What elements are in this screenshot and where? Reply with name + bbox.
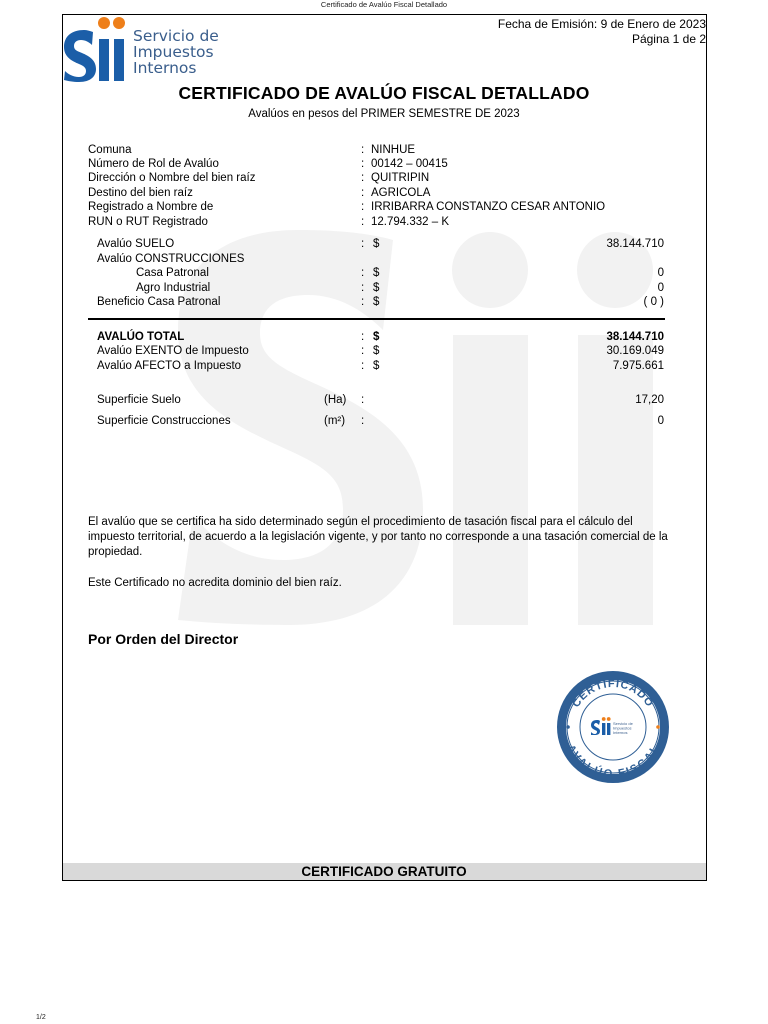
footer-banner-text: CERTIFICADO GRATUITO (301, 864, 467, 879)
colon: : (361, 267, 365, 279)
superficie-construcciones-value: 0 (657, 415, 664, 427)
property-value-direccion: QUITRIPIN (371, 172, 430, 184)
property-value-destino: AGRICOLA (371, 187, 431, 199)
superficie-construcciones-unit: (m²) (324, 415, 346, 427)
document-title: CERTIFICADO DE AVALÚO FISCAL DETALLADO (178, 83, 590, 103)
colon: : (361, 187, 365, 199)
avaluo-total-value: 38.144.710 (606, 331, 664, 343)
property-value-comuna: NINHUE (371, 144, 416, 156)
stamp-inner-line-2: Impuestos (613, 725, 632, 731)
property-label-run: RUN o RUT Registrado (88, 216, 208, 228)
superficie-suelo-label: Superficie Suelo (97, 394, 181, 406)
dollar-sign: $ (373, 238, 380, 250)
sii-logo-icon (62, 14, 130, 84)
avaluo-total-label: AVALÚO TOTAL (97, 331, 185, 343)
colon: : (361, 360, 365, 372)
superficie-suelo-value: 17,20 (635, 394, 664, 406)
browser-title: Certificado de Avalúo Fiscal Detallado (320, 0, 448, 9)
colon: : (361, 238, 365, 250)
colon: : (361, 331, 365, 343)
property-label-direccion: Dirección o Nombre del bien raíz (88, 172, 256, 184)
page-indicator: Página 1 de 2 (631, 32, 706, 46)
dollar-sign: $ (373, 331, 380, 343)
property-label-comuna: Comuna (88, 144, 132, 156)
issue-date: Fecha de Emisión: 9 de Enero de 2023 (497, 17, 706, 31)
dominio-notice: Este Certificado no acredita dominio del bien raíz. (88, 577, 342, 589)
director-signature-line: Por Orden del Director (88, 631, 239, 647)
casa-patronal-label: Casa Patronal (136, 267, 209, 279)
property-label-rol: Número de Rol de Avalúo (88, 158, 219, 170)
logo-line-1: Servicio de (133, 27, 219, 45)
avaluo-exento-value: 30.169.049 (606, 345, 664, 357)
colon: : (361, 201, 365, 213)
stamp-bottom-text: AVALÚO FISCAL (564, 742, 662, 781)
colon: : (361, 282, 365, 294)
property-value-rol: 00142 – 00415 (371, 158, 448, 170)
dollar-sign: $ (373, 345, 380, 357)
stamp-inner-line-3: Internos (613, 730, 628, 735)
avaluo-construcciones-label: Avalúo CONSTRUCCIONES (97, 253, 245, 265)
avaluo-suelo-label: Avalúo SUELO (97, 238, 175, 250)
agro-industrial-value: 0 (657, 282, 664, 294)
agro-industrial-label: Agro Industrial (136, 282, 211, 294)
avaluo-exento-label: Avalúo EXENTO de Impuesto (97, 345, 249, 357)
stamp-inner-line-1: Servicio de (613, 721, 633, 726)
colon: : (361, 296, 365, 308)
colon: : (361, 415, 365, 427)
avaluo-afecto-label: Avalúo AFECTO a Impuesto (97, 360, 242, 372)
avaluo-suelo-value: 38.144.710 (606, 238, 664, 250)
superficie-suelo-unit: (Ha) (324, 394, 347, 406)
total-divider (88, 318, 665, 320)
property-label-registrado: Registrado a Nombre de (88, 201, 214, 213)
dollar-sign: $ (373, 282, 380, 294)
dollar-sign: $ (373, 360, 380, 372)
sii-watermark (178, 225, 668, 625)
beneficio-casa-label: Beneficio Casa Patronal (97, 296, 221, 308)
issue-info (498, 17, 706, 47)
document-subtitle: Avalúos en pesos del PRIMER SEMESTRE DE 2023 (248, 108, 520, 120)
superficie-construcciones-label: Superficie Construcciones (97, 415, 231, 427)
beneficio-casa-value: ( 0 ) (643, 296, 664, 308)
property-label-destino: Destino del bien raíz (88, 187, 193, 199)
dollar-sign: $ (373, 267, 380, 279)
colon: : (361, 345, 365, 357)
property-value-registrado: IRRIBARRA CONSTANZO CESAR ANTONIO (371, 201, 606, 213)
print-page-number: 1/2 (36, 1014, 46, 1021)
colon: : (361, 172, 365, 184)
property-value-run: 12.794.332 – K (371, 216, 450, 228)
colon: : (361, 158, 365, 170)
colon: : (361, 216, 365, 228)
colon: : (361, 394, 365, 406)
sii-logo-text (133, 28, 219, 76)
legal-paragraph: El avalúo que se certifica ha sido determinado según el procedimiento de tasación fiscal para el cálculo del impuesto territorial, de acuerdo a la legislación vigente, y por tanto no corresponde a una tasación comercial de la propiedad. (88, 516, 668, 558)
avaluo-fiscal-stamp (556, 670, 670, 784)
logo-line-2: Impuestos (133, 43, 214, 61)
colon: : (361, 144, 365, 156)
avaluo-afecto-value: 7.975.661 (612, 360, 664, 372)
logo-line-3: Internos (133, 59, 197, 77)
stamp-top-text: CERTIFICADO (570, 677, 656, 710)
dollar-sign: $ (373, 296, 380, 308)
casa-patronal-value: 0 (657, 267, 664, 279)
